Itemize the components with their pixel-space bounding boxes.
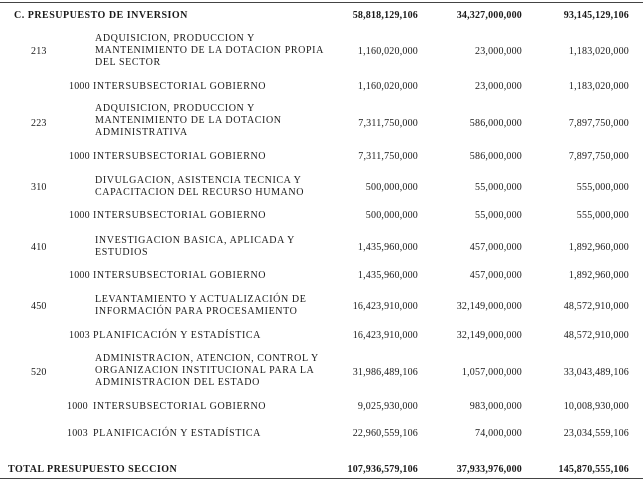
section-header-row [0,10,643,24]
program-code: 410 [31,242,47,253]
value-col-2: 586,000,000 [469,118,522,129]
subprogram-code: 1003 [67,428,88,439]
value-col-2: 32,149,000,000 [456,301,522,312]
desc-line: PLANIFICACIÓN Y ESTADÍSTICA [93,330,261,341]
row-description [95,294,306,318]
section-title: C. PRESUPUESTO DE INVERSION [14,10,188,21]
value-col-3: 555,000,000 [576,210,629,221]
value-col-3: 1,892,960,000 [568,270,629,281]
value-col-3: 48,572,910,000 [563,330,629,341]
desc-line: ADMINISTRACION, ATENCION, CONTROL Y [95,353,319,364]
value-col-3: 1,183,020,000 [568,81,629,92]
table-row [0,151,643,165]
value-col-1: 1,435,960,000 [357,270,418,281]
row-description [95,353,319,389]
value-col-3: 23,034,559,106 [563,428,629,439]
value-col-2: 457,000,000 [469,242,522,253]
table-row [0,270,643,284]
table-row [0,81,643,95]
subprogram-code: 1000 [69,151,90,162]
table-row [0,330,643,344]
desc-line: ADQUISICION, PRODUCCION Y [95,33,255,44]
desc-line: ADQUISICION, PRODUCCION Y [95,103,255,114]
value-col-2: 1,057,000,000 [461,367,522,378]
value-col-2: 32,149,000,000 [456,330,522,341]
row-description [93,428,261,440]
value-col-1: 500,000,000 [365,182,418,193]
value-col-3: 10,008,930,000 [563,401,629,412]
value-col-1: 16,423,910,000 [352,330,418,341]
value-col-1: 22,960,559,106 [352,428,418,439]
table-row [0,428,643,442]
desc-line: ORGANIZACION INSTITUCIONAL PARA LA [95,365,315,376]
desc-line: DEL SECTOR [95,57,161,68]
table-row [0,401,643,415]
section-value-1: 58,818,129,106 [352,10,418,21]
table-row [0,235,643,259]
value-col-1: 7,311,750,000 [358,151,418,162]
value-col-2: 586,000,000 [469,151,522,162]
row-description [93,151,266,163]
table-row [0,33,643,69]
value-col-3: 555,000,000 [576,182,629,193]
value-col-1: 1,435,960,000 [357,242,418,253]
subprogram-code: 1003 [69,330,90,341]
value-col-2: 55,000,000 [475,210,522,221]
table-row [0,294,643,318]
program-code: 223 [31,118,47,129]
desc-line: INTERSUBSECTORIAL GOBIERNO [93,151,267,162]
desc-line: INTERSUBSECTORIAL GOBIERNO [93,270,267,281]
desc-line: INTERSUBSECTORIAL GOBIERNO [93,401,267,412]
value-col-3: 7,897,750,000 [568,118,629,129]
value-col-1: 16,423,910,000 [352,301,418,312]
subprogram-code: 1000 [67,401,88,412]
total-label: TOTAL PRESUPUESTO SECCION [8,464,178,475]
desc-line: INTERSUBSECTORIAL GOBIERNO [93,210,267,221]
desc-line: MANTENIMIENTO DE LA DOTACION [95,115,282,126]
subprogram-code: 1000 [69,210,90,221]
value-col-2: 23,000,000 [475,81,522,92]
desc-line: LEVANTAMIENTO Y ACTUALIZACIÓN DE [95,294,307,305]
desc-line: DIVULGACION, ASISTENCIA TECNICA Y [95,175,302,186]
value-col-3: 33,043,489,106 [563,367,629,378]
subprogram-code: 1000 [69,81,90,92]
value-col-1: 1,160,020,000 [357,46,418,57]
subprogram-code: 1000 [69,270,90,281]
value-col-3: 48,572,910,000 [563,301,629,312]
section-value-2: 34,327,000,000 [456,10,522,21]
section-value-3: 93,145,129,106 [563,10,629,21]
row-description [93,270,266,282]
desc-line: ADMINISTRATIVA [95,127,188,138]
row-description [93,210,266,222]
table-row [0,103,643,139]
table-row [0,175,643,199]
value-col-2: 55,000,000 [475,182,522,193]
top-rule [0,2,643,3]
desc-line: CAPACITACION DEL RECURSO HUMANO [95,187,305,198]
row-description [93,81,266,93]
desc-line: ESTUDIOS [95,247,149,258]
total-value-1: 107,936,579,106 [347,464,418,475]
row-description [95,175,304,199]
desc-line: PLANIFICACIÓN Y ESTADÍSTICA [93,428,261,439]
value-col-1: 31,986,489,106 [352,367,418,378]
row-description [95,33,324,69]
value-col-2: 457,000,000 [469,270,522,281]
value-col-1: 7,311,750,000 [358,118,418,129]
value-col-1: 9,025,930,000 [357,401,418,412]
desc-line: MANTENIMIENTO DE LA DOTACION PROPIA [95,45,324,56]
total-value-3: 145,870,555,106 [558,464,629,475]
desc-line: INTERSUBSECTORIAL GOBIERNO [93,81,267,92]
table-row [0,210,643,224]
program-code: 310 [31,182,47,193]
table-row [0,353,643,389]
row-description [95,103,282,139]
desc-line: INFORMACIÓN PARA PROCESAMIENTO [95,306,298,317]
desc-line: INVESTIGACION BASICA, APLICADA Y [95,235,295,246]
value-col-3: 1,183,020,000 [568,46,629,57]
program-code: 450 [31,301,47,312]
value-col-3: 1,892,960,000 [568,242,629,253]
value-col-3: 7,897,750,000 [568,151,629,162]
program-code: 520 [31,367,47,378]
program-code: 213 [31,46,47,57]
desc-line: ADMINISTRACION DEL ESTADO [95,377,260,388]
value-col-2: 23,000,000 [475,46,522,57]
bottom-rule [0,478,643,479]
value-col-2: 74,000,000 [475,428,522,439]
row-description [93,401,266,413]
total-value-2: 37,933,976,000 [456,464,522,475]
row-description [95,235,295,259]
value-col-1: 500,000,000 [365,210,418,221]
value-col-1: 1,160,020,000 [357,81,418,92]
value-col-2: 983,000,000 [469,401,522,412]
row-description [93,330,261,342]
total-row [0,464,643,478]
